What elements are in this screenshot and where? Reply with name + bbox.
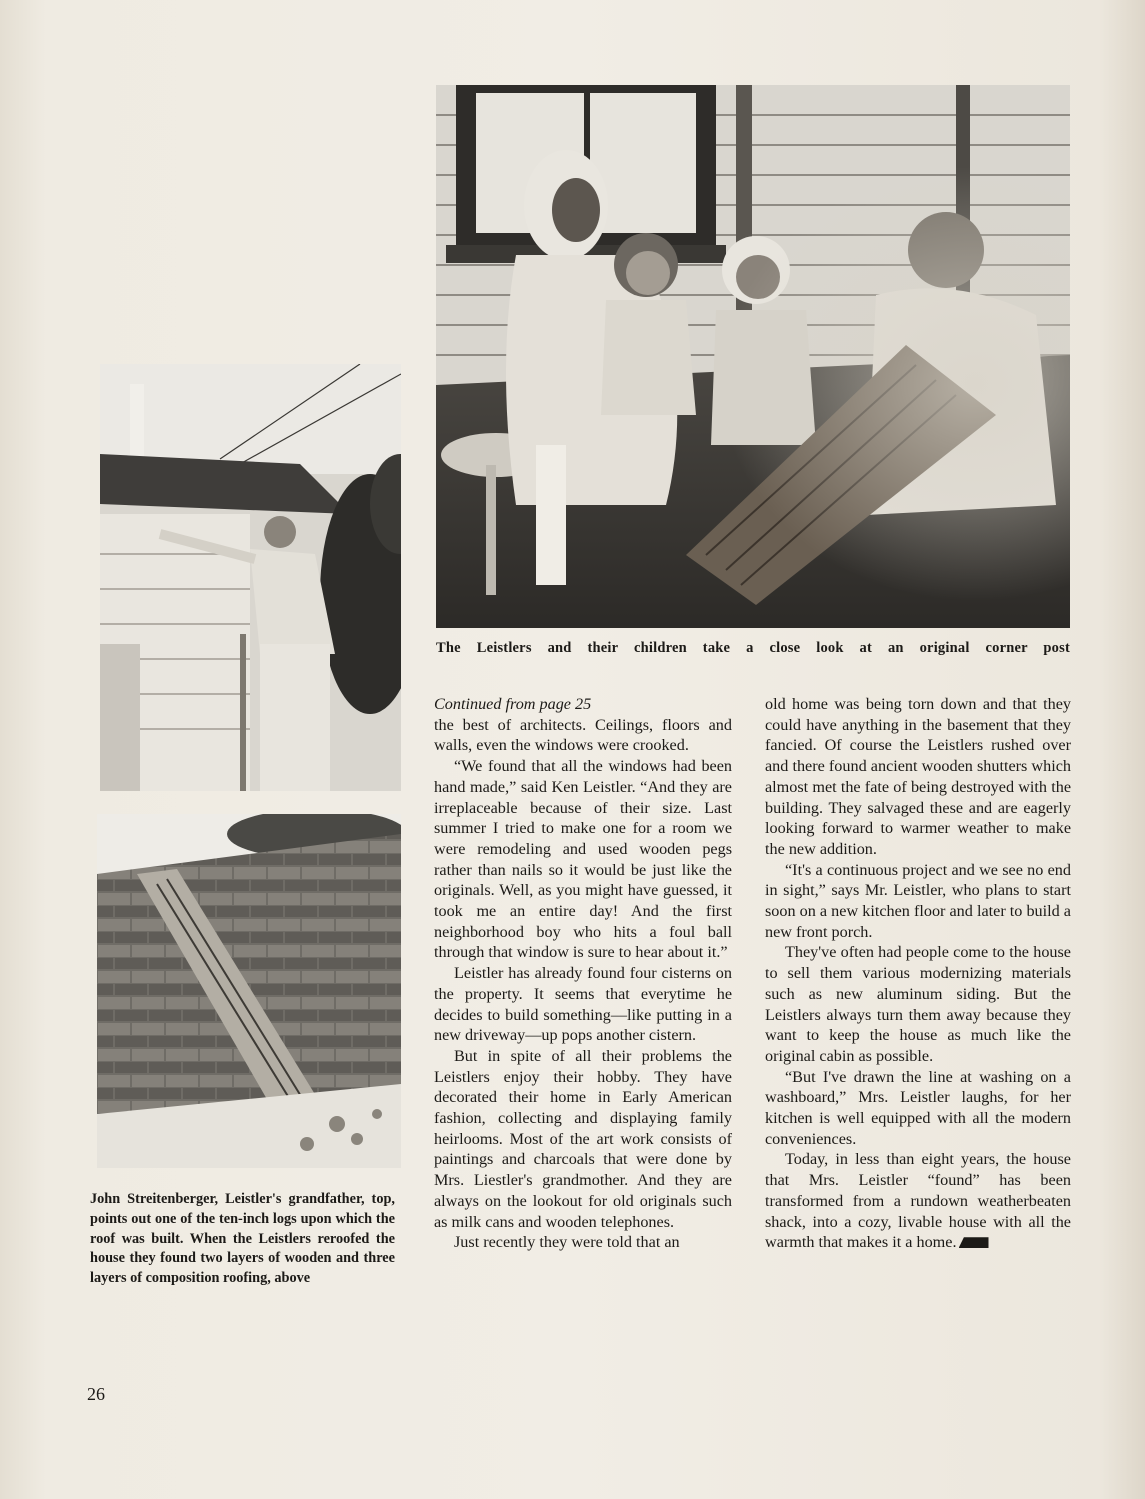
grandfather-roof-photo <box>100 364 401 791</box>
continued-from-note: Continued from page 25 <box>434 695 592 713</box>
article-column-1 <box>434 694 732 1253</box>
family-porch-photo <box>436 85 1070 628</box>
article-paragraph: They've often had people come to the house to sell them various modernizing materials such as new aluminum siding. But the Leistlers always turn them away because they want to keep the house as much like the original cabin as possible. <box>765 943 1071 1065</box>
article-column-2 <box>765 694 1071 1253</box>
article-paragraph: the best of architects. Ceilings, floors and walls, even the windows were crooked. <box>434 715 732 755</box>
article-paragraph: Leistler has already found four cisterns on the property. It seems that everytime he decides to build something—like putting in a new driveway—up pops another cistern. <box>434 964 732 1045</box>
article-paragraph: old home was being torn down and that they could have anything in the basement that they fancied. Of course the Leistlers rushed over and there found ancient wooden shutters which almost met the fate of being destroyed with the building. They salvaged these and are eagerly looking forward to warmer weather to make the new addition. <box>765 695 1071 858</box>
end-mark-icon <box>959 1237 989 1248</box>
page-number: 26 <box>87 1384 105 1404</box>
article-paragraph: “But I've drawn the line at washing on a washboard,” Mrs. Leistler laughs, for her kitchen is well equipped with all the modern conveniences. <box>765 1067 1071 1148</box>
article-paragraph-final <box>765 1149 1071 1253</box>
article-paragraph: “We found that all the windows had been hand made,” said Ken Leistler. “And they are irreplaceable because of their size. Last summer I tried to make one for a room we were remodeling and used wooden pegs rather than nails so it would be just like the originals. Well, as you might have guessed, it took me an entire day! And the first neighborhood boy who hits a foul ball through that window is sure to hear about it.” <box>434 757 732 962</box>
roof-shingles-photo <box>97 814 401 1168</box>
article-paragraph: “It's a continuous project and we see no end in sight,” says Mr. Leistler, who plans to start soon on a new kitchen floor and later to build a new front porch. <box>765 860 1071 941</box>
article-paragraph: Just recently they were told that an <box>454 1233 680 1252</box>
top-photo-caption: The Leistlers and their children take a close look at an original corner post <box>436 640 1070 656</box>
left-photos-caption: John Streitenberger, Leistler's grandfather, top, points out one of the ten-inch logs upon which the roof was built. When the Leistlers reroofed the house they found two layers of wooden and three layers of composition roofing, above <box>90 1191 395 1287</box>
article-paragraph: But in spite of all their problems the Leistlers enjoy their hobby. They have decorated their home in Early American fashion, collecting and displaying family heirlooms. Most of the art work consists of paintings and charcoals that were done by Mrs. Liestler's grandmother. And they are always on the lookout for old originals such as milk cans and wooden telephones. <box>434 1046 732 1231</box>
article-final-text: Today, in less than eight years, the house that Mrs. Leistler “found” has been transformed from a rundown weatherbeaten shack, into a cozy, livable house with all the warmth that makes it a home. <box>765 1150 1071 1252</box>
